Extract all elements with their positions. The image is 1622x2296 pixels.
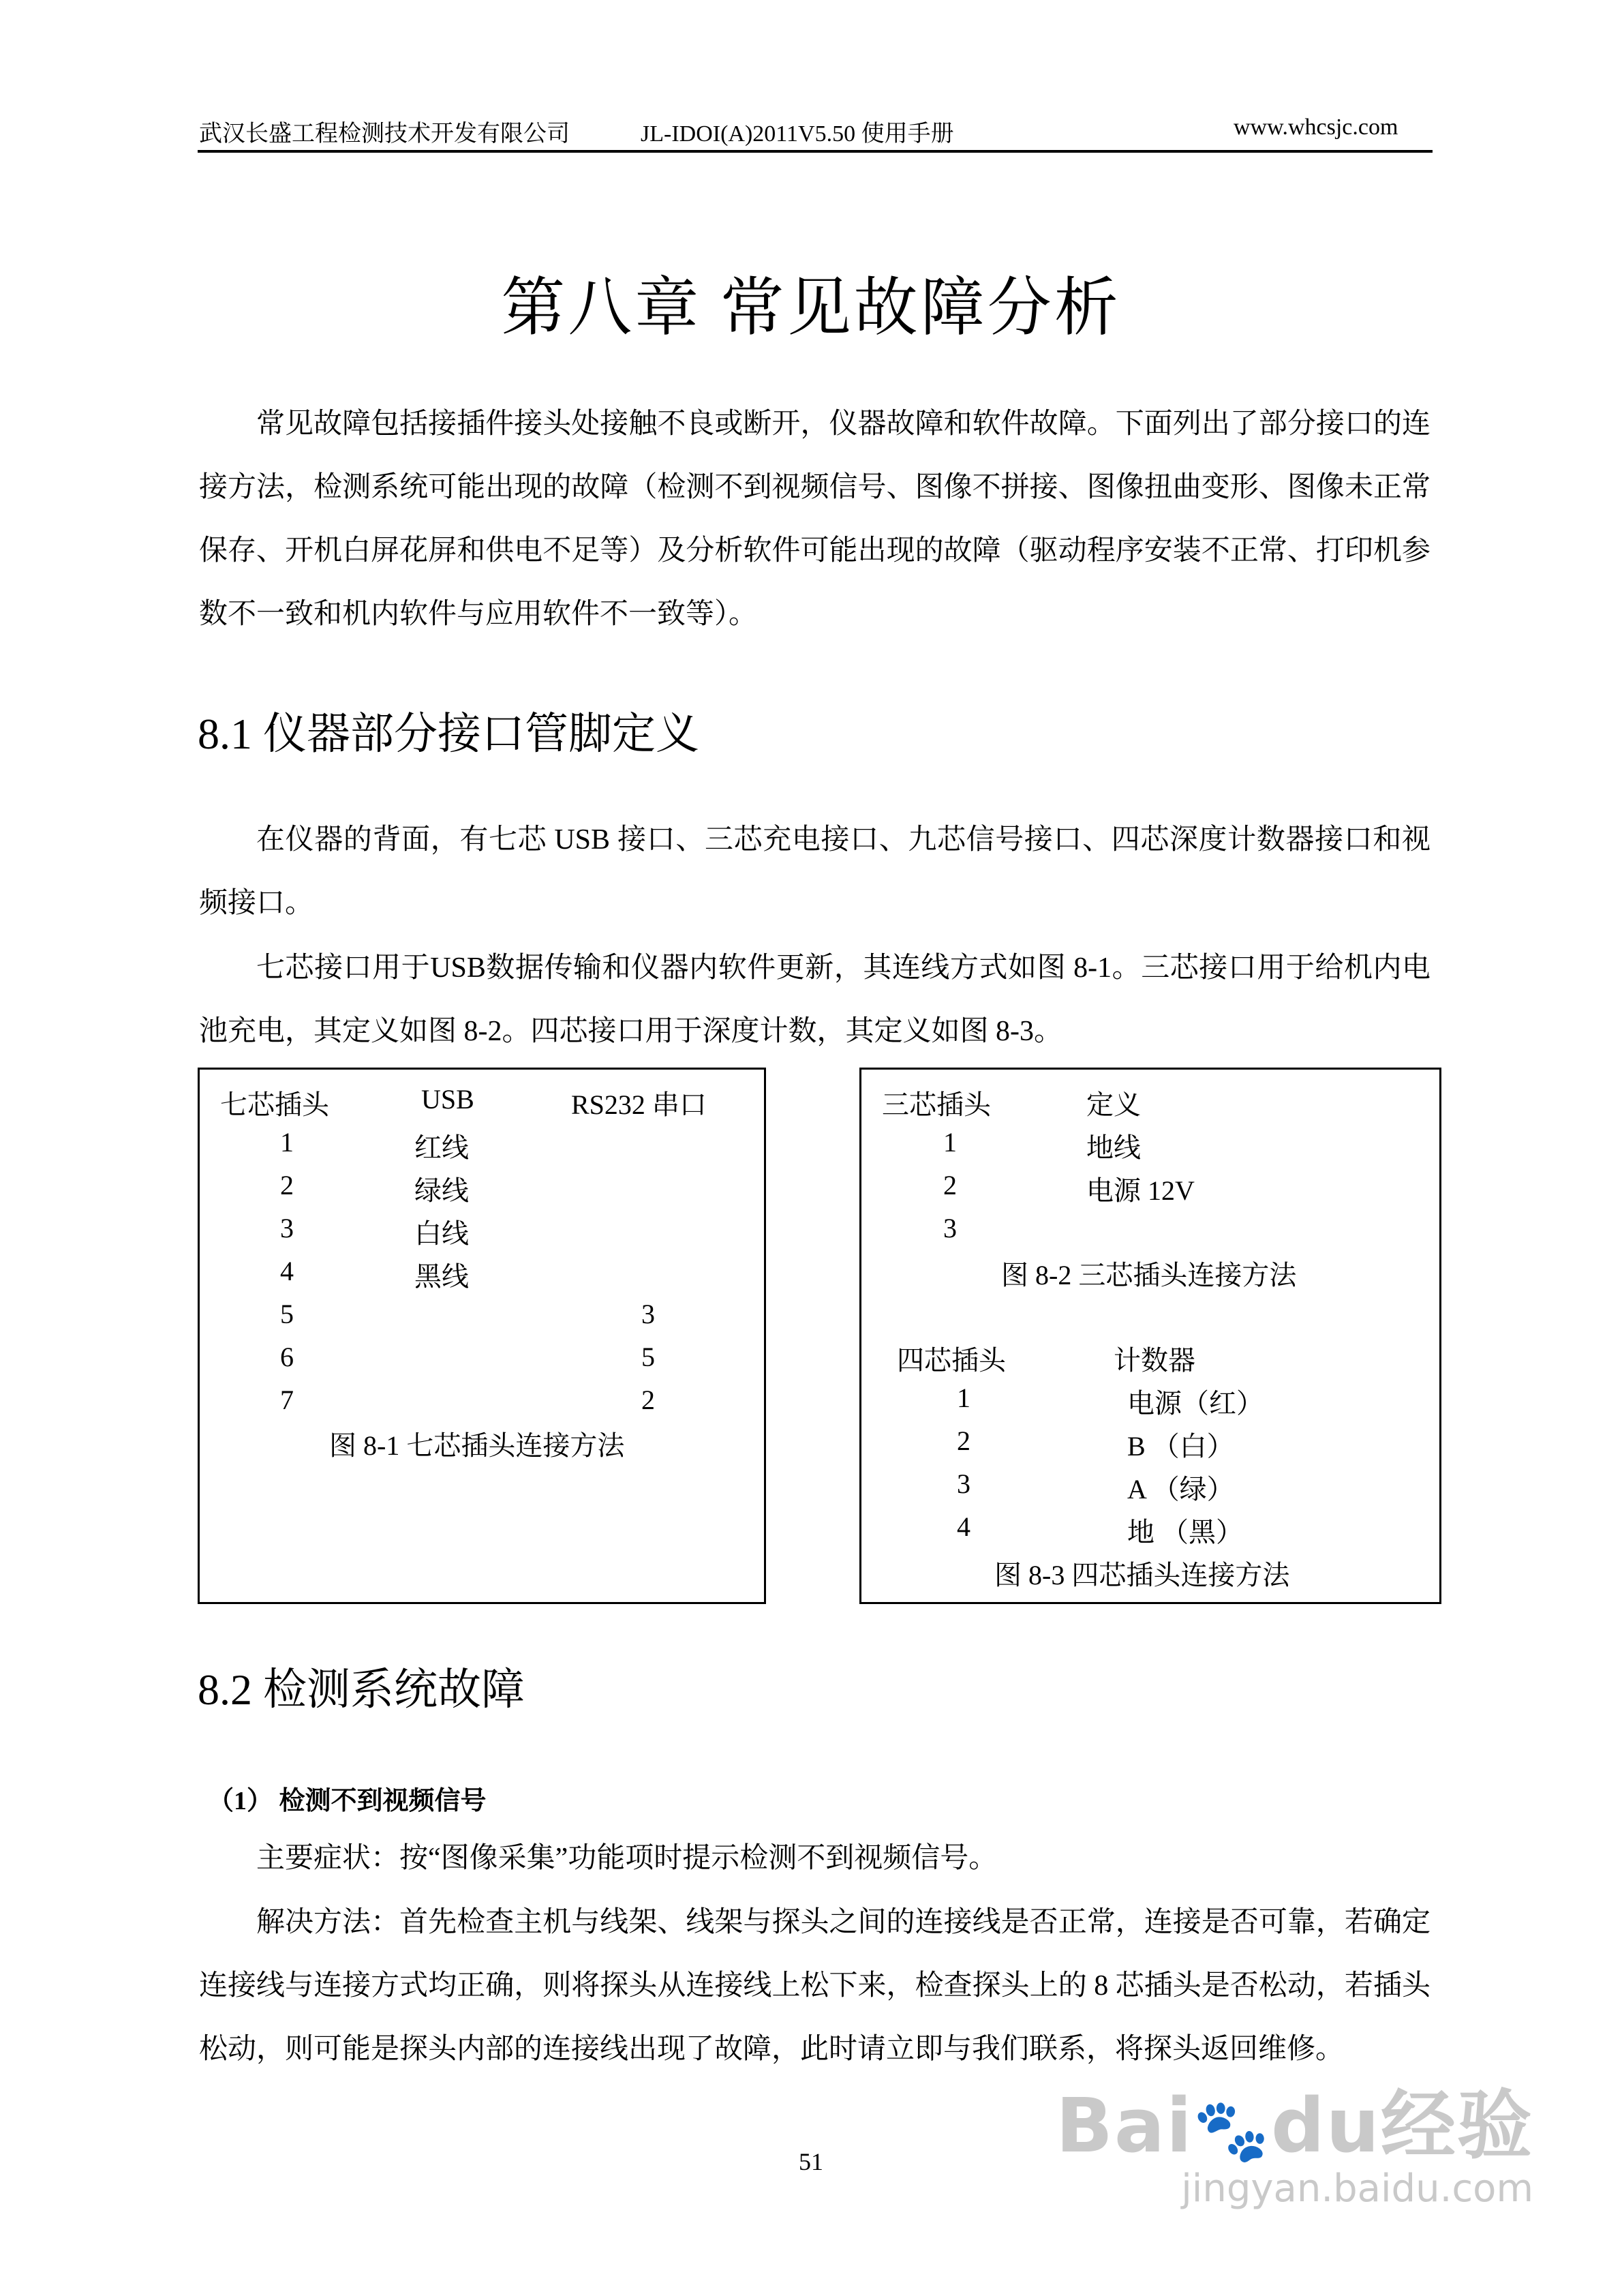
section-8-1-p2: 七芯接口用于USB数据传输和仪器内软件更新，其连线方式如图 8-1。三芯接口用于给机内电池充电，其定义如图 8-2。四芯接口用于深度计数，其定义如图 8-3。 — [199, 952, 1430, 1047]
section-8-1-p1: 在仪器的背面，有七芯 USB 接口、三芯充电接口、九芯信号接口、四芯深度计数器接口和视频接口。 — [199, 824, 1430, 919]
fig-8-3-row-2-col-1: 2 — [957, 1425, 970, 1456]
fig2-header-definition: 定义 — [1086, 1089, 1141, 1120]
watermark-url: jingyan.baidu.com — [1181, 2166, 1533, 2211]
fig2-header-plug: 三芯插头 — [882, 1089, 991, 1120]
fig-8-1-row-4-col-1: 4 — [280, 1256, 294, 1286]
fig-8-1-row-6-col-3: 5 — [641, 1342, 655, 1372]
header-rule — [198, 150, 1433, 153]
section-8-2-title: 8.2 检测系统故障 — [198, 1665, 525, 1714]
fig-8-3-row-1-col-2: 电源（红） — [1127, 1388, 1264, 1419]
fig-8-3-row-3-col-1: 3 — [957, 1468, 970, 1499]
fig1-header-usb: USB — [421, 1084, 474, 1115]
fig-8-1-row-3-col-2: 白线 — [414, 1218, 469, 1249]
header-website: www.whcsjc.com — [1234, 115, 1398, 140]
fig-8-2-row-1-col-1: 1 — [943, 1127, 957, 1158]
item-1-title: （1） 检测不到视频信号 — [208, 1787, 487, 1815]
fig2-caption: 图 8-2 三芯插头连接方法 — [1001, 1260, 1297, 1290]
fig-8-1-row-2-col-1: 2 — [280, 1170, 294, 1200]
header-manual: JL-IDOI(A)2011V5.50 使用手册 — [641, 121, 954, 147]
figure-8-1-box — [198, 1068, 766, 1604]
symptom-paragraph: 主要症状：按“图像采集”功能项时提示检测不到视频信号。 — [256, 1843, 998, 1874]
chapter-title: 第八章 常见故障分析 — [501, 273, 1121, 344]
fig-8-1-row-3-col-1: 3 — [280, 1213, 294, 1243]
fig-8-3-row-2-col-2: B （白） — [1127, 1431, 1234, 1462]
fig-8-2-row-2-col-1: 2 — [943, 1170, 957, 1200]
fig1-caption: 图 8-1 七芯插头连接方法 — [329, 1430, 625, 1461]
fig-8-1-row-7-col-1: 7 — [280, 1385, 294, 1415]
baidu-watermark-logo: Bai🐾du经验 jingyan.baidu.com — [1056, 2082, 1533, 2211]
fig-8-1-row-1-col-1: 1 — [280, 1127, 294, 1158]
fig-8-3-row-3-col-2: A （绿） — [1127, 1474, 1234, 1505]
section-8-1-title: 8.1 仪器部分接口管脚定义 — [198, 710, 699, 758]
fig-8-2-row-1-col-2: 地线 — [1086, 1132, 1141, 1163]
fig3-caption: 图 8-3 四芯插头连接方法 — [994, 1560, 1290, 1590]
fig-8-3-row-1-col-1: 1 — [957, 1383, 970, 1413]
header-company: 武汉长盛工程检测技术开发有限公司 — [199, 121, 570, 147]
fig-8-1-row-6-col-1: 6 — [280, 1342, 294, 1372]
fig-8-1-row-4-col-2: 黑线 — [414, 1261, 469, 1292]
page-number: 51 — [799, 2148, 823, 2175]
fig1-header-rs232: RS232 串口 — [571, 1089, 707, 1120]
fig-8-3-row-4-col-2: 地 （黑） — [1127, 1517, 1243, 1547]
fig-8-1-row-5-col-1: 5 — [280, 1299, 294, 1329]
fig-8-1-row-2-col-2: 绿线 — [414, 1175, 469, 1206]
solution-paragraph: 解决方法：首先检查主机与线架、线架与探头之间的连接线是否正常，连接是否可靠，若确定连接线与连接方式均正确，则将探头从连接线上松下来，检查探头上的 8 芯插头是否松动，若插头松动，则可能是探头内部的连接线出现了故障，此时请立即与我们联系，将探头返回维修。 — [199, 1907, 1430, 2065]
fig-8-2-row-3-col-1: 3 — [943, 1213, 957, 1243]
fig1-header-plug: 七芯插头 — [220, 1089, 329, 1120]
fig-8-2-row-2-col-2: 电源 12V — [1086, 1175, 1195, 1206]
fig3-header-counter: 计数器 — [1114, 1345, 1195, 1376]
fig-8-1-row-7-col-3: 2 — [641, 1385, 655, 1415]
fig-8-1-row-1-col-2: 红线 — [414, 1132, 469, 1163]
fig-8-1-row-5-col-3: 3 — [641, 1299, 655, 1329]
fig-8-3-row-4-col-1: 4 — [957, 1511, 970, 1542]
figure-8-2-3-box — [859, 1068, 1441, 1604]
fig3-header-plug: 四芯插头 — [897, 1345, 1006, 1376]
intro-paragraph: 常见故障包括接插件接头处接触不良或断开，仪器故障和软件故障。下面列出了部分接口的连接方法，检测系统可能出现的故障（检测不到视频信号、图像不拼接、图像扭曲变形、图像未正常保存、开机白屏花屏和供电不足等）及分析软件可能出现的故障（驱动程序安装不正常、打印机参数不一致和机内软件与应用软件不一致等）。 — [199, 408, 1430, 630]
